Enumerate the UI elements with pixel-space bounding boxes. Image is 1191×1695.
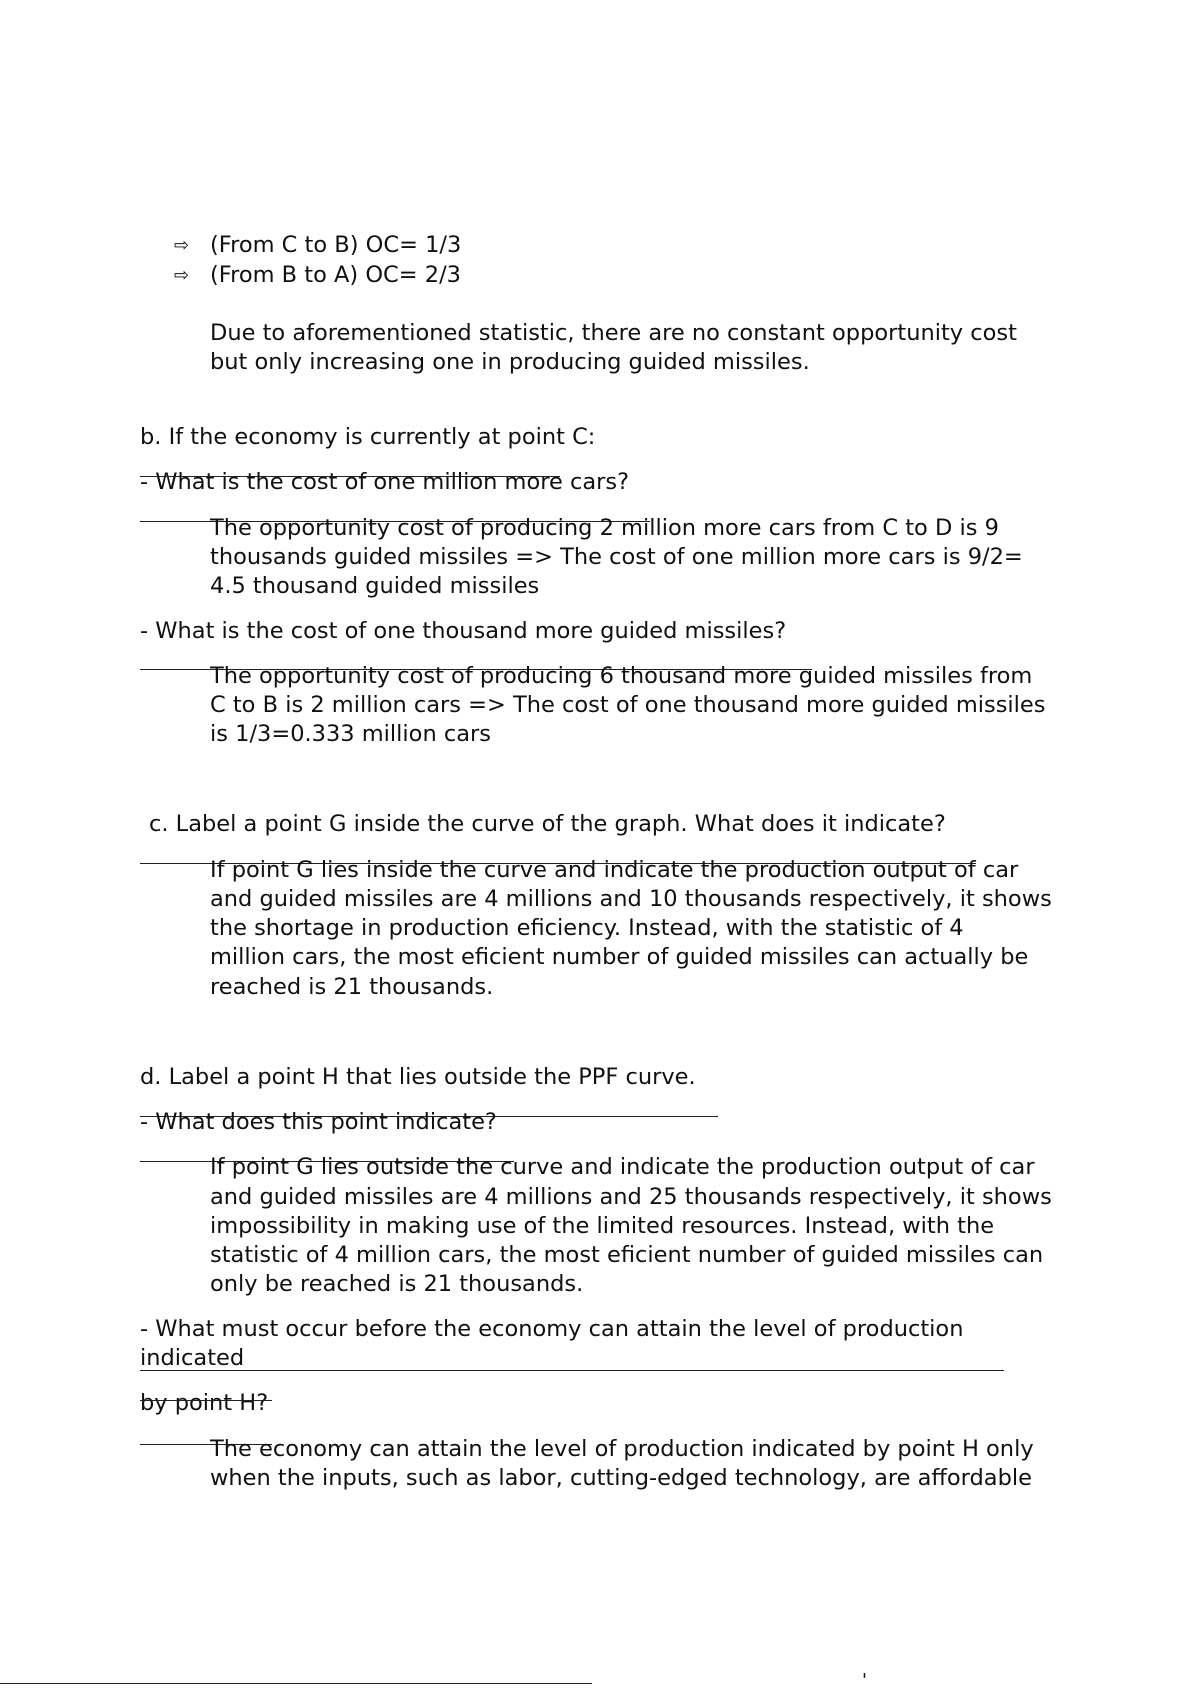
answer-line: statistic of 4 million cars, the most eﬁcient number of guided missiles can	[210, 1242, 1044, 1268]
answer-line: If point G lies inside the curve and indicate the production output of car	[210, 857, 1019, 883]
answer-line: The economy can attain the level of production indicated by point H only	[210, 1436, 1034, 1462]
answer-line: reached is 21 thousands.	[210, 974, 494, 1000]
part-d-heading: d. Label a point H that lies outside the PPF curve.	[140, 1064, 696, 1090]
answer-line: million cars, the most eﬁcient number of guided missiles can actually be	[210, 944, 1029, 970]
answer-line: when the inputs, such as labor, cutting-edged technology, are affordable	[210, 1465, 1032, 1491]
part-c-heading: c. Label a point G inside the curve of the graph. What does it indicate?	[149, 811, 946, 837]
strike-line	[140, 476, 560, 477]
answer-line: only be reached is 21 thousands.	[210, 1271, 584, 1297]
answer-line: thousands guided missiles => The cost of one million more cars is 9/2=	[210, 544, 1023, 570]
part-d-question-2: - What must occur before the economy can attain the level of production	[140, 1316, 964, 1342]
bullet-line: (From C to B) OC= 1/3	[210, 232, 462, 258]
answer-line: is 1/3=0.333 million cars	[210, 721, 491, 747]
answer-line: 4.5 thousand guided missiles	[210, 573, 540, 599]
answer-line: If point G lies outside the curve and indicate the production output of car	[210, 1154, 1035, 1180]
strike-line	[140, 1400, 272, 1401]
part-d-question-1: - What does this point indicate?	[140, 1109, 497, 1135]
answer-line: C to B is 2 million cars => The cost of one thousand more guided missiles	[210, 692, 1046, 718]
arrow-right-icon: ⇨	[174, 235, 190, 256]
answer-line: impossibility in making use of the limited resources. Instead, with the	[210, 1213, 995, 1239]
answer-line: The opportunity cost of producing 6 thousand more guided missiles from	[210, 663, 1033, 689]
part-b-question-2: - What is the cost of one thousand more guided missiles?	[140, 618, 787, 644]
answer-line: the shortage in production eﬁciency. Instead, with the statistic of 4	[210, 915, 964, 941]
part-d-question-2: by point H?	[140, 1390, 269, 1416]
answer-line: and guided missiles are 4 millions and 25 thousands respectively, it shows	[210, 1184, 1052, 1210]
part-d-question-2: indicated	[140, 1345, 245, 1371]
footer-mark: '	[862, 1670, 867, 1691]
summary-line: but only increasing one in producing guided missiles.	[210, 349, 810, 375]
part-b-heading: b. If the economy is currently at point C:	[140, 424, 596, 450]
part-b-question-1: - What is the cost of one million more cars?	[140, 469, 630, 495]
arrow-right-icon: ⇨	[174, 265, 190, 286]
answer-line: and guided missiles are 4 millions and 10 thousands respectively, it shows	[210, 886, 1052, 912]
summary-line: Due to aforementioned statistic, there are no constant opportunity cost	[210, 320, 1017, 346]
bullet-line: (From B to A) OC= 2/3	[210, 262, 461, 288]
answer-line: The opportunity cost of producing 2 million more cars from C to D is 9	[210, 515, 999, 541]
footer-rule	[0, 1683, 592, 1684]
strike-line	[140, 1370, 1004, 1371]
